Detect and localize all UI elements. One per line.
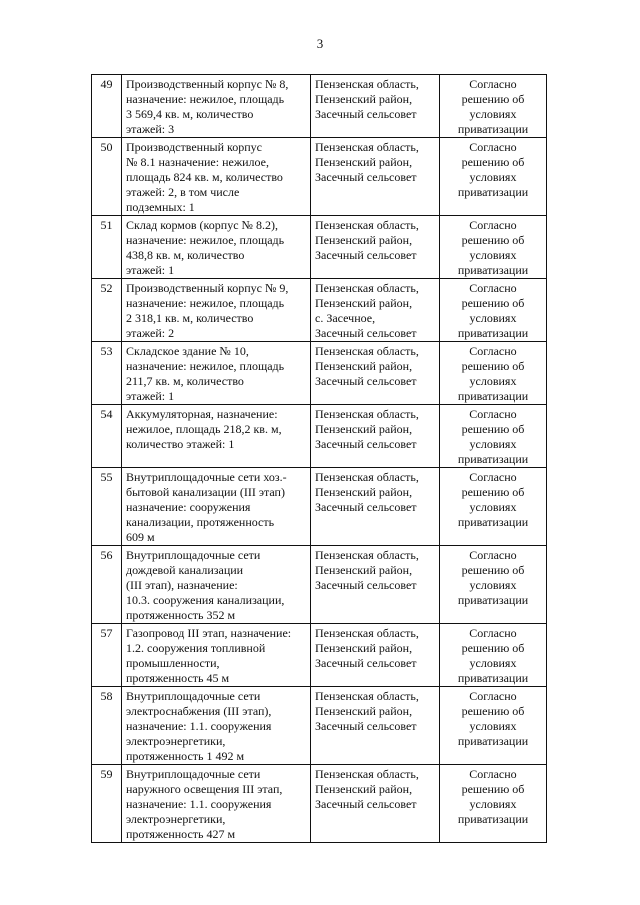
object-description-line: 2 318,1 кв. м, количество <box>126 311 254 325</box>
table-row <box>92 405 547 468</box>
object-description-line: дождевой канализации <box>126 563 244 577</box>
object-description-line: этажей: 1 <box>126 389 175 403</box>
object-description-line: Внутриплощадочные сети <box>126 548 261 562</box>
object-address-line: с. Засечное, <box>315 311 376 325</box>
privatization-terms-line: решению об <box>461 155 525 169</box>
object-description-line: электроэнергетики, <box>126 812 226 826</box>
object-description-line: подземных: 1 <box>126 200 195 214</box>
object-description-line: электроэнергетики, <box>126 734 226 748</box>
page-number: 3 <box>316 36 324 51</box>
object-description-line: протяженность 1 492 м <box>126 749 245 763</box>
object-address-line: Пензенский район, <box>315 296 413 310</box>
object-address-line: Пензенская область, <box>315 407 419 421</box>
object-address-line: Засечный сельсовет <box>315 374 417 388</box>
privatization-terms-line: условиях <box>469 107 517 121</box>
object-address <box>311 468 440 546</box>
object-address-line: Засечный сельсовет <box>315 326 417 340</box>
object-description-line: 609 м <box>126 530 155 544</box>
object-description-line: назначение: нежилое, площадь <box>126 92 285 106</box>
row-number: 58 <box>92 687 122 765</box>
privatization-terms-line: приватизации <box>457 812 529 826</box>
object-description-line: Аккумуляторная, назначение: <box>126 407 278 421</box>
property-table <box>91 74 547 843</box>
privatization-terms-line: Согласно <box>469 767 517 781</box>
table-row <box>92 624 547 687</box>
row-number: 59 <box>92 765 122 843</box>
privatization-terms-line: Согласно <box>469 281 517 295</box>
object-description-line: бытовой канализации (III этап) <box>126 485 285 499</box>
table-row <box>92 765 547 843</box>
privatization-terms-line: решению об <box>461 296 525 310</box>
object-description-line: этажей: 1 <box>126 263 175 277</box>
object-description-line: (III этап), назначение: <box>126 578 238 592</box>
privatization-terms-line: решению об <box>461 359 525 373</box>
object-description-line: назначение: 1.1. сооружения <box>126 797 272 811</box>
row-number: 54 <box>92 405 122 468</box>
privatization-terms <box>440 624 547 687</box>
privatization-terms-line: приватизации <box>457 389 529 403</box>
table-body <box>92 75 547 843</box>
privatization-terms-line: решению об <box>461 92 525 106</box>
object-address-line: Пензенский район, <box>315 359 413 373</box>
object-description-line: протяженность 45 м <box>126 671 230 685</box>
object-description-line: 1.2. сооружения топливной <box>126 641 266 655</box>
object-address-line: Засечный сельсовет <box>315 797 417 811</box>
object-address-line: Пензенский район, <box>315 92 413 106</box>
privatization-terms <box>440 138 547 216</box>
object-address-line: Пензенский район, <box>315 485 413 499</box>
privatization-terms-line: приватизации <box>457 734 529 748</box>
row-number: 52 <box>92 279 122 342</box>
table-row <box>92 138 547 216</box>
object-address <box>311 279 440 342</box>
privatization-terms-line: приватизации <box>457 515 529 529</box>
object-description-line: № 8.1 назначение: нежилое, <box>126 155 269 169</box>
object-description <box>122 75 311 138</box>
object-description <box>122 468 311 546</box>
object-address-line: Пензенская область, <box>315 689 419 703</box>
object-address <box>311 546 440 624</box>
row-number: 57 <box>92 624 122 687</box>
object-address-line: Пензенский район, <box>315 782 413 796</box>
privatization-terms-line: Согласно <box>469 344 517 358</box>
object-description-line: площадь 824 кв. м, количество <box>126 170 283 184</box>
object-address-line: Пензенская область, <box>315 140 419 154</box>
row-number: 49 <box>92 75 122 138</box>
privatization-terms-line: приватизации <box>457 671 529 685</box>
row-number: 51 <box>92 216 122 279</box>
row-number: 53 <box>92 342 122 405</box>
table-row <box>92 687 547 765</box>
object-description <box>122 546 311 624</box>
object-address <box>311 75 440 138</box>
object-address-line: Засечный сельсовет <box>315 656 417 670</box>
object-address-line: Пензенская область, <box>315 77 419 91</box>
object-address-line: Пензенская область, <box>315 470 419 484</box>
object-address-line: Пензенский район, <box>315 233 413 247</box>
object-address-line: Пензенская область, <box>315 548 419 562</box>
object-description-line: Внутриплощадочные сети хоз.- <box>126 470 287 484</box>
object-address-line: Пензенский район, <box>315 155 413 169</box>
object-description-line: 3 569,4 кв. м, количество <box>126 107 254 121</box>
privatization-terms-line: условиях <box>469 248 517 262</box>
object-description-line: назначение: нежилое, площадь <box>126 296 285 310</box>
object-address-line: Пензенская область, <box>315 281 419 295</box>
object-description-line: протяженность 352 м <box>126 608 236 622</box>
privatization-terms-line: условиях <box>469 578 517 592</box>
object-description <box>122 279 311 342</box>
object-address-line: Пензенский район, <box>315 704 413 718</box>
privatization-terms-line: условиях <box>469 170 517 184</box>
privatization-terms-line: приватизации <box>457 263 529 277</box>
object-description-line: Производственный корпус <box>126 140 262 154</box>
privatization-terms-line: условиях <box>469 797 517 811</box>
privatization-terms-line: Согласно <box>469 548 517 562</box>
object-description-line: Газопровод III этап, назначение: <box>126 626 292 640</box>
object-description-line: электроснабжения (III этап), <box>126 704 272 718</box>
object-address-line: Засечный сельсовет <box>315 578 417 592</box>
object-address-line: Пензенский район, <box>315 422 413 436</box>
privatization-terms-line: решению об <box>461 782 525 796</box>
object-description-line: 10.3. сооружения канализации, <box>126 593 285 607</box>
privatization-terms-line: решению об <box>461 233 525 247</box>
row-number: 55 <box>92 468 122 546</box>
object-description <box>122 405 311 468</box>
privatization-terms-line: решению об <box>461 704 525 718</box>
privatization-terms <box>440 405 547 468</box>
privatization-terms <box>440 75 547 138</box>
object-address <box>311 687 440 765</box>
object-description <box>122 216 311 279</box>
object-description-line: Склад кормов (корпус № 8.2), <box>126 218 278 232</box>
privatization-terms-line: Согласно <box>469 218 517 232</box>
privatization-terms-line: решению об <box>461 485 525 499</box>
privatization-terms <box>440 687 547 765</box>
privatization-terms <box>440 468 547 546</box>
privatization-terms-line: приватизации <box>457 593 529 607</box>
object-address <box>311 216 440 279</box>
object-description-line: количество этажей: 1 <box>126 437 235 451</box>
object-address-line: Засечный сельсовет <box>315 437 417 451</box>
object-description <box>122 765 311 843</box>
object-description-line: назначение: сооружения <box>126 500 251 514</box>
object-description-line: Производственный корпус № 9, <box>126 281 289 295</box>
object-address <box>311 765 440 843</box>
object-description-line: Внутриплощадочные сети <box>126 767 261 781</box>
object-address-line: Пензенская область, <box>315 767 419 781</box>
object-description-line: нежилое, площадь 218,2 кв. м, <box>126 422 282 436</box>
privatization-terms <box>440 546 547 624</box>
object-description-line: протяженность 427 м <box>126 827 236 841</box>
privatization-terms-line: условиях <box>469 311 517 325</box>
privatization-terms <box>440 279 547 342</box>
privatization-terms-line: условиях <box>469 656 517 670</box>
object-address-line: Засечный сельсовет <box>315 500 417 514</box>
privatization-terms-line: Согласно <box>469 470 517 484</box>
privatization-terms-line: Согласно <box>469 140 517 154</box>
object-address-line: Засечный сельсовет <box>315 107 417 121</box>
object-description-line: назначение: нежилое, площадь <box>126 359 285 373</box>
object-description <box>122 687 311 765</box>
object-address-line: Засечный сельсовет <box>315 719 417 733</box>
privatization-terms-line: условиях <box>469 374 517 388</box>
table-row <box>92 342 547 405</box>
object-description-line: 438,8 кв. м, количество <box>126 248 245 262</box>
table-row <box>92 75 547 138</box>
privatization-terms-line: приватизации <box>457 452 529 466</box>
object-description <box>122 624 311 687</box>
object-address-line: Пензенский район, <box>315 563 413 577</box>
privatization-terms <box>440 216 547 279</box>
object-address-line: Пензенский район, <box>315 641 413 655</box>
object-address <box>311 138 440 216</box>
object-address-line: Пензенская область, <box>315 218 419 232</box>
object-address-line: Пензенская область, <box>315 626 419 640</box>
object-address-line: Пензенская область, <box>315 344 419 358</box>
object-description-line: 211,7 кв. м, количество <box>126 374 244 388</box>
privatization-terms-line: приватизации <box>457 326 529 340</box>
privatization-terms-line: Согласно <box>469 626 517 640</box>
object-description-line: Производственный корпус № 8, <box>126 77 289 91</box>
object-description-line: наружного освещения III этап, <box>126 782 283 796</box>
privatization-terms-line: условиях <box>469 437 517 451</box>
object-description <box>122 342 311 405</box>
privatization-terms-line: Согласно <box>469 407 517 421</box>
object-description <box>122 138 311 216</box>
object-description-line: этажей: 3 <box>126 122 175 136</box>
privatization-terms-line: приватизации <box>457 185 529 199</box>
privatization-terms-line: решению об <box>461 422 525 436</box>
privatization-terms <box>440 342 547 405</box>
object-address <box>311 624 440 687</box>
table-row <box>92 279 547 342</box>
object-address <box>311 405 440 468</box>
privatization-terms-line: условиях <box>469 719 517 733</box>
row-number: 50 <box>92 138 122 216</box>
privatization-terms-line: Согласно <box>469 77 517 91</box>
privatization-terms-line: решению об <box>461 641 525 655</box>
table-row <box>92 216 547 279</box>
privatization-terms-line: приватизации <box>457 122 529 136</box>
object-description-line: назначение: нежилое, площадь <box>126 233 285 247</box>
row-number: 56 <box>92 546 122 624</box>
object-description-line: канализации, протяженность <box>126 515 275 529</box>
table-row <box>92 468 547 546</box>
object-description-line: назначение: 1.1. сооружения <box>126 719 272 733</box>
object-address-line: Засечный сельсовет <box>315 248 417 262</box>
privatization-terms-line: Согласно <box>469 689 517 703</box>
privatization-terms-line: решению об <box>461 563 525 577</box>
privatization-terms-line: условиях <box>469 500 517 514</box>
object-description-line: промышленности, <box>126 656 220 670</box>
object-description-line: этажей: 2, в том числе <box>126 185 240 199</box>
privatization-terms <box>440 765 547 843</box>
object-description-line: Складское здание № 10, <box>126 344 249 358</box>
object-description-line: Внутриплощадочные сети <box>126 689 261 703</box>
table-row <box>92 546 547 624</box>
object-address-line: Засечный сельсовет <box>315 170 417 184</box>
object-address <box>311 342 440 405</box>
object-description-line: этажей: 2 <box>126 326 175 340</box>
